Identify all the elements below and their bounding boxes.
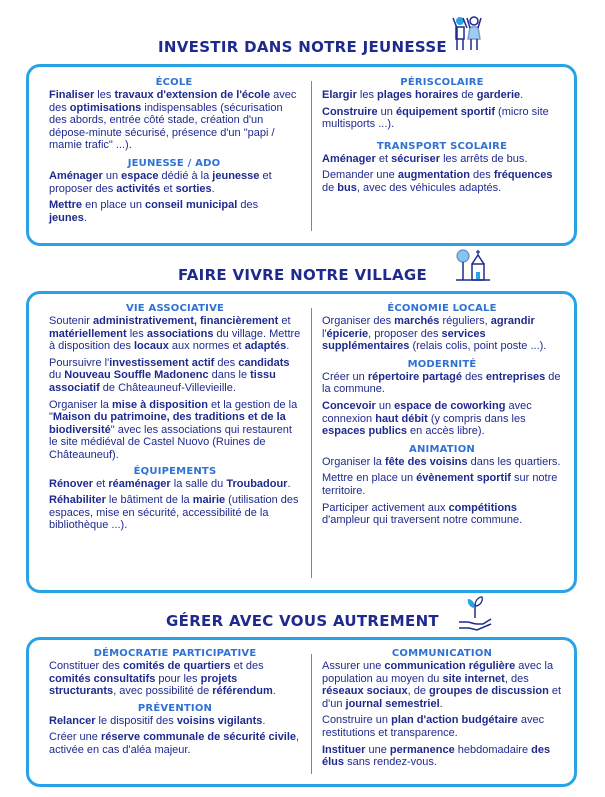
- bold-text: garderie: [476, 89, 521, 101]
- subsection-transport-scolaire: [322, 141, 562, 195]
- bold-text: communication régulière: [384, 660, 516, 672]
- bold-text: sécuriser: [391, 152, 441, 165]
- bold-text: fréquences: [493, 169, 553, 182]
- text: les: [94, 89, 115, 101]
- text: sans rendez-vous.: [344, 756, 437, 769]
- text: des: [214, 356, 239, 369]
- bold-text: site internet: [442, 672, 505, 685]
- bold-text: Rénover: [49, 477, 94, 490]
- subsection-vie-associative: [49, 303, 301, 462]
- text: en accès libre).: [407, 425, 485, 438]
- bold-text: bus: [337, 181, 357, 194]
- text: hebdomadaire: [454, 743, 532, 756]
- text: les arrêts de bus.: [440, 152, 528, 165]
- bold-text: Troubadour: [226, 477, 288, 490]
- text: de: [322, 181, 338, 194]
- text: Créer une: [49, 731, 101, 744]
- paragraph: [322, 153, 562, 166]
- bold-text: Relancer: [49, 714, 96, 727]
- bold-text: fête des voisins: [384, 455, 468, 468]
- text: le dispositif des: [95, 714, 177, 727]
- text: et: [278, 315, 291, 327]
- bold-text: adaptés: [244, 340, 287, 353]
- bold-text: marchés: [394, 315, 440, 327]
- subsection-heading: PRÉVENTION: [137, 702, 213, 714]
- bold-text: voisins vigilants: [176, 714, 263, 727]
- text: de: [458, 89, 477, 101]
- paragraph: [49, 399, 301, 462]
- subsection-heading: JEUNESSE / ADO: [127, 157, 221, 169]
- bold-text: Mettre: [49, 199, 83, 212]
- text: Créer un: [322, 370, 368, 383]
- subsection-heading: ÉQUIPEMENTS: [133, 465, 217, 477]
- paragraph: [322, 169, 562, 194]
- bold-text: Nouveau Souffle Madonenc: [64, 369, 209, 382]
- subsection-equipements: [49, 466, 301, 532]
- children-icon: [447, 14, 487, 54]
- paragraph: [49, 315, 301, 353]
- hand-plant-icon: [455, 594, 495, 634]
- bold-text: répertoire partagé: [367, 370, 463, 383]
- bold-text: compétitions: [448, 501, 518, 514]
- subsection-jeunesse-ado: [49, 158, 299, 224]
- subsection-prevention: [49, 703, 301, 757]
- text: des: [237, 199, 259, 212]
- text: .: [439, 697, 443, 710]
- subsection-heading: COMMUNICATION: [391, 648, 493, 659]
- text: les: [126, 327, 147, 340]
- subsection-periscolaire: [322, 77, 562, 131]
- bold-text: Construire: [322, 105, 378, 118]
- text: (micro site multisports ...).: [322, 105, 549, 131]
- bold-text: réaménager: [108, 477, 171, 490]
- subsection-modernite: [322, 359, 562, 438]
- text: .: [211, 182, 215, 195]
- text: Participer activement aux: [322, 501, 449, 514]
- text: " avec les associations qui restaurent le site médiéval de Castel Nuovo (Ruines de Châteauneuf).: [49, 423, 292, 461]
- bold-text: réserve communale de sécurité civile: [100, 731, 297, 744]
- bold-text: des élus: [322, 743, 551, 769]
- column-right: [322, 303, 562, 531]
- text: Demander une: [322, 169, 398, 182]
- bold-text: candidats: [238, 356, 290, 369]
- text: un: [375, 399, 395, 412]
- bold-text: optimisations: [69, 101, 142, 114]
- bold-text: réseaux sociaux: [322, 685, 408, 698]
- subsection-economie-locale: [322, 303, 562, 353]
- text: .: [262, 714, 266, 727]
- paragraph: [322, 400, 562, 438]
- paragraph: [49, 89, 299, 152]
- paragraph: [49, 731, 301, 756]
- text: et la gestion de la ": [49, 398, 298, 424]
- text: et proposer des: [49, 169, 272, 195]
- text: une: [365, 743, 390, 756]
- text: des: [462, 370, 486, 383]
- bold-text: épicerie: [326, 327, 369, 340]
- paragraph: [49, 494, 301, 532]
- text: pour les: [155, 672, 201, 685]
- text: (relais colis, point poste ...).: [409, 340, 547, 353]
- text: avec connexion: [322, 399, 532, 425]
- paragraph: [49, 478, 301, 491]
- village-icon: [452, 246, 492, 286]
- bold-text: investissement actif: [109, 356, 215, 369]
- text: du: [49, 369, 65, 382]
- text: avec des: [49, 89, 297, 114]
- bold-text: comités de quartiers: [122, 660, 231, 672]
- text: , avec des véhicules adaptés.: [356, 181, 502, 194]
- bold-text: Concevoir: [322, 399, 376, 412]
- text: .: [520, 89, 524, 101]
- subsection-heading: ANIMATION: [409, 443, 475, 455]
- paragraph: [322, 315, 562, 353]
- section-title-village: FAIRE VIVRE NOTRE VILLAGE: [177, 266, 428, 284]
- box-jeunesse: [26, 64, 577, 246]
- text: et des: [230, 660, 264, 672]
- bold-text: équipement sportif: [395, 105, 495, 118]
- bold-text: Finaliser: [49, 89, 95, 101]
- subsection-heading: PÉRISCOLAIRE: [400, 77, 484, 88]
- text: d'ampleur qui traversent notre commune.: [322, 514, 523, 527]
- text: .: [272, 685, 276, 698]
- bold-text: espace de coworking: [394, 399, 506, 412]
- text: un: [102, 169, 122, 182]
- text: sur notre territoire.: [322, 472, 558, 497]
- text: Mettre en place un: [322, 472, 417, 485]
- bold-text: Maison du patrimoine, des traditions et de la biodiversité: [49, 411, 286, 436]
- paragraph: [322, 660, 562, 710]
- bold-text: augmentation: [397, 169, 470, 182]
- text: et d'un: [322, 685, 562, 710]
- paragraph: [322, 106, 562, 131]
- text: dans les quartiers.: [467, 455, 561, 468]
- paragraph: [49, 357, 301, 395]
- bold-text: projets structurants: [49, 672, 238, 698]
- bold-text: groupes de discussion: [429, 685, 549, 698]
- bold-text: Aménager: [322, 152, 376, 165]
- bold-text: associations: [146, 327, 214, 340]
- text: et: [160, 182, 176, 195]
- text: indispensables (sécurisation des abords, entrée côté stade, création d'un dépose-minute sécurisé, présence d'un "papi / mamie trafic" ...).: [49, 101, 283, 152]
- bold-text: agrandir: [490, 315, 535, 327]
- text: les: [356, 89, 378, 101]
- bold-text: Elargir: [322, 89, 357, 101]
- column-left: [49, 303, 301, 536]
- text: aux normes et: [168, 340, 245, 353]
- paragraph: [322, 744, 562, 769]
- bold-text: administrativement, financièrement: [93, 315, 279, 327]
- subsection-heading: ÉCOLE: [155, 77, 193, 88]
- text: et: [375, 152, 392, 165]
- subsection-communication: [322, 648, 562, 769]
- section-title-jeunesse: INVESTIR DANS NOTRE JEUNESSE: [158, 38, 447, 56]
- text: , des: [504, 672, 529, 685]
- text: l': [322, 327, 327, 340]
- text: Constituer des: [49, 660, 123, 672]
- bold-text: mairie: [192, 494, 226, 507]
- bold-text: plan d'action budgétaire: [391, 714, 518, 727]
- text: , activée en cas d'aléa majeur.: [49, 731, 300, 756]
- text: le bâtiment de la: [105, 494, 193, 507]
- bold-text: évènement sportif: [416, 472, 511, 485]
- bold-text: entreprises: [485, 370, 546, 383]
- column-divider: [311, 654, 312, 774]
- bold-text: Aménager: [49, 169, 103, 182]
- paragraph: [322, 714, 562, 739]
- subsection-ecole: [49, 77, 299, 152]
- bold-text: haut débit: [375, 412, 428, 425]
- paragraph: [49, 170, 299, 195]
- bold-text: plages horaires: [377, 89, 459, 101]
- paragraph: [322, 472, 562, 497]
- bold-text: tissu associatif: [49, 369, 276, 394]
- bold-text: référendum: [212, 685, 273, 698]
- column-left: [49, 77, 299, 228]
- text: , proposer des: [368, 327, 442, 340]
- bold-text: Réhabiliter: [49, 494, 106, 507]
- paragraph: [49, 660, 301, 698]
- paragraph: [49, 715, 301, 728]
- column-divider: [311, 308, 312, 578]
- bold-text: jeunesse: [212, 169, 260, 182]
- bold-text: journal semestriel: [345, 697, 440, 710]
- text: dédié à la: [158, 169, 213, 182]
- paragraph: [49, 199, 299, 224]
- bold-text: matériellement: [49, 327, 127, 340]
- bold-text: jeunes: [49, 211, 84, 224]
- bold-text: espaces publics: [322, 425, 407, 438]
- column-right: [322, 648, 562, 773]
- text: , de: [407, 685, 430, 698]
- text: réguliers,: [439, 315, 491, 327]
- column-left: [49, 648, 301, 761]
- text: Organiser la: [49, 398, 112, 411]
- paragraph: [322, 456, 562, 469]
- subsection-democratie-participative: [49, 648, 301, 698]
- bold-text: locaux: [134, 340, 169, 353]
- text: avec la population au moyen du: [322, 660, 554, 685]
- paragraph: [322, 371, 562, 396]
- text: Soutenir: [49, 315, 94, 327]
- text: Assurer une: [322, 660, 385, 672]
- text: et: [93, 477, 109, 490]
- subsection-animation: [322, 444, 562, 527]
- text: la salle du: [170, 477, 227, 490]
- paragraph: [322, 502, 562, 527]
- box-gerer: [26, 637, 577, 787]
- text: Organiser la: [322, 455, 385, 468]
- bold-text: Instituer: [322, 743, 366, 756]
- bold-text: espace: [121, 169, 159, 182]
- text: dans le: [208, 369, 251, 382]
- text: .: [83, 211, 87, 224]
- text: de la commune.: [322, 370, 561, 396]
- box-village: [26, 291, 577, 593]
- text: Poursuivre l': [49, 356, 110, 369]
- subsection-heading: ÉCONOMIE LOCALE: [387, 303, 497, 314]
- text: .: [286, 340, 290, 353]
- subsection-heading: VIE ASSOCIATIVE: [125, 303, 225, 314]
- bold-text: permanence: [389, 743, 455, 756]
- bold-text: sorties: [175, 182, 212, 195]
- text: de Châteauneuf-Villevieille.: [99, 381, 236, 394]
- text: (utilisation des espaces, mise en sécurité, accessibilité de la bibliothèque ...).: [49, 494, 299, 532]
- text: des: [469, 169, 494, 182]
- column-right: [322, 77, 562, 199]
- text: avec restitutions et transparence.: [322, 714, 545, 739]
- text: Construire un: [322, 714, 392, 727]
- bold-text: activités: [116, 182, 161, 195]
- bold-text: conseil municipal: [145, 199, 238, 212]
- text: du village. Mettre à disposition des: [49, 327, 301, 353]
- text: , avec possibilité de: [113, 685, 213, 698]
- column-divider: [311, 81, 312, 231]
- text: un: [377, 105, 396, 118]
- section-title-gerer: GÉRER AVEC VOUS AUTREMENT: [166, 612, 439, 630]
- bold-text: comités consultatifs: [49, 672, 156, 685]
- bold-text: services supplémentaires: [322, 327, 486, 353]
- subsection-heading: MODERNITÉ: [407, 358, 477, 370]
- subsection-heading: TRANSPORT SCOLAIRE: [376, 140, 508, 152]
- bold-text: travaux d'extension de l'école: [114, 89, 271, 101]
- text: .: [287, 477, 291, 490]
- bold-text: mise à disposition: [111, 398, 208, 411]
- text: Organiser des: [322, 315, 395, 327]
- text: (y compris dans les: [427, 412, 526, 425]
- paragraph: [322, 89, 562, 102]
- text: en place un: [82, 199, 146, 212]
- subsection-heading: DÉMOCRATIE PARTICIPATIVE: [93, 648, 257, 659]
